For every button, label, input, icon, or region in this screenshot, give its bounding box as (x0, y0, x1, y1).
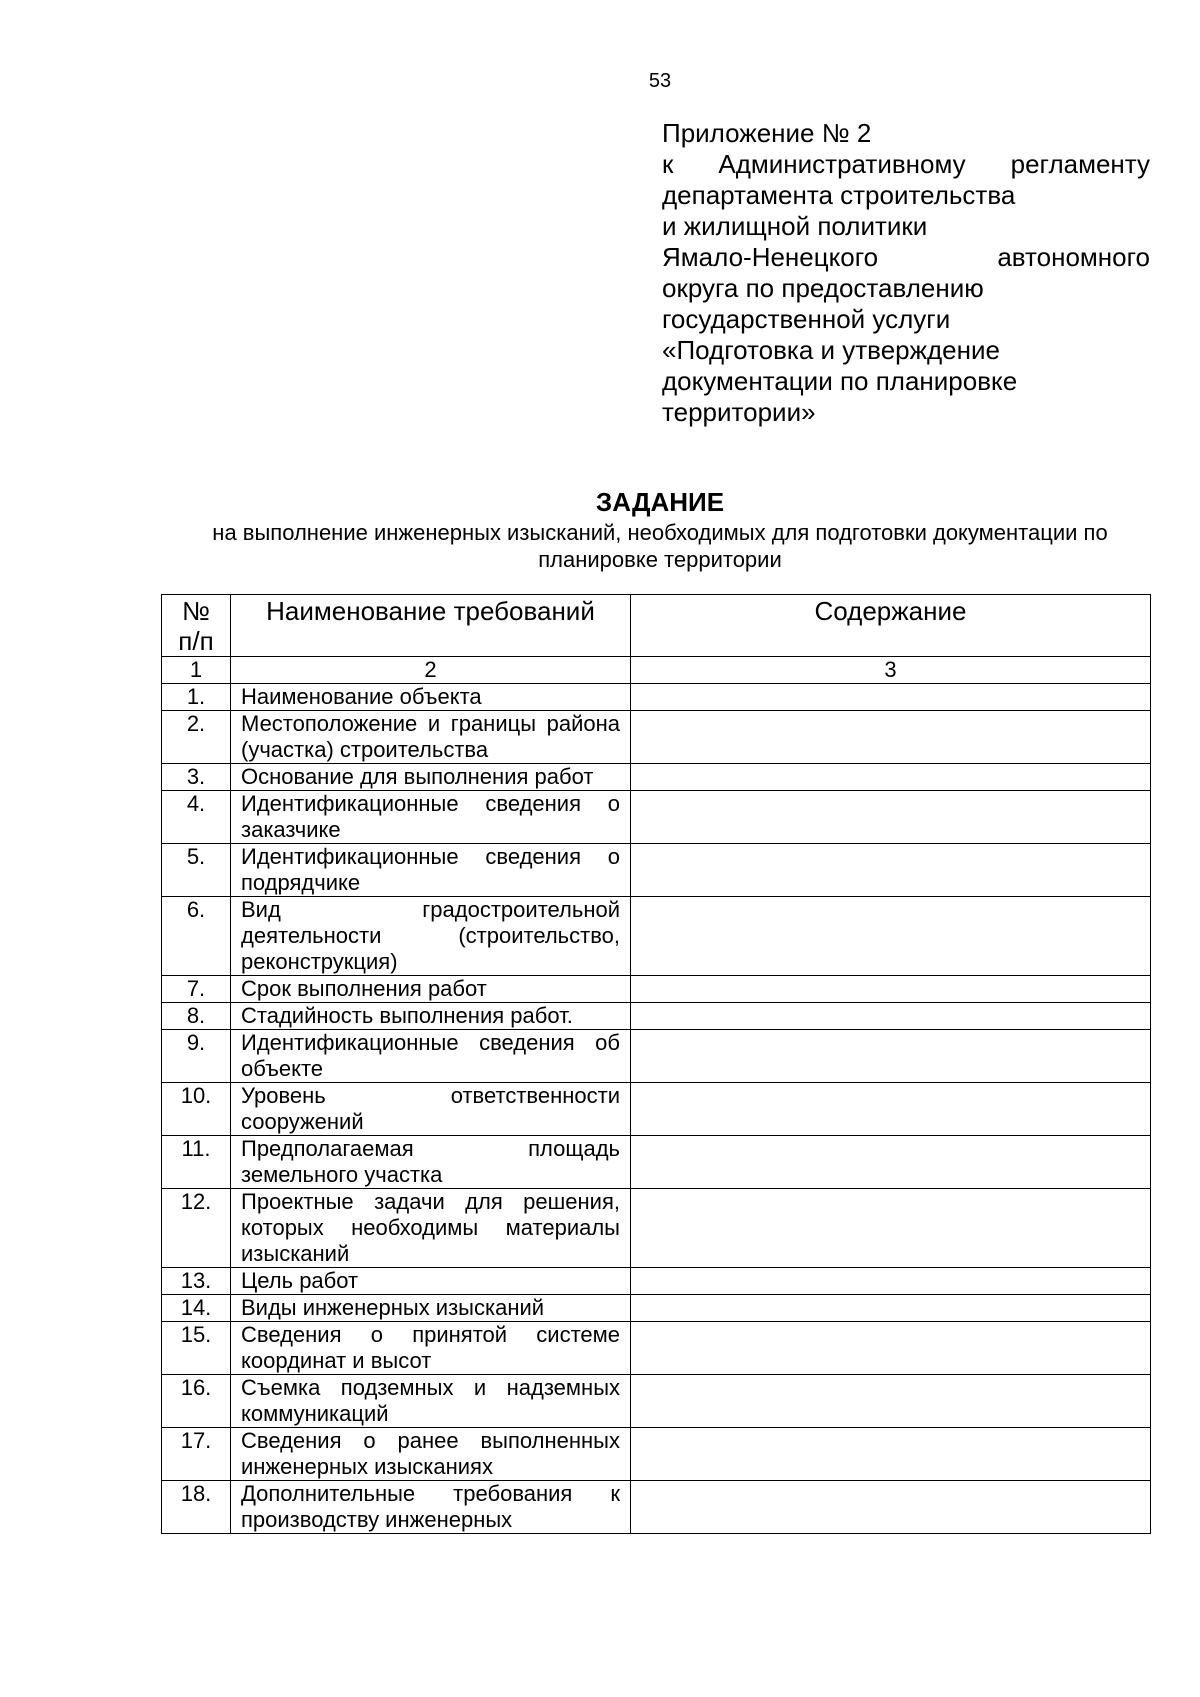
row-number: 2. (162, 711, 231, 764)
requirement-name: Сведения о ранее выполненных инженерных изысканиях (231, 1428, 631, 1481)
row-number: 17. (162, 1428, 231, 1481)
requirement-name: Цель работ (231, 1268, 631, 1295)
requirement-content (631, 976, 1151, 1003)
column-index: 2 (231, 657, 631, 684)
header-number: № п/п (162, 595, 231, 657)
column-index: 1 (162, 657, 231, 684)
requirement-name: Местоположение и границы района (участка) строительства (231, 711, 631, 764)
requirement-content (631, 711, 1151, 764)
requirement-name: Идентификационные сведения о подрядчике (231, 844, 631, 897)
table-row (162, 1136, 1151, 1189)
row-number: 5. (162, 844, 231, 897)
row-number: 15. (162, 1322, 231, 1375)
table-row (162, 976, 1151, 1003)
row-number: 14. (162, 1295, 231, 1322)
requirement-content (631, 1030, 1151, 1083)
requirement-content (631, 1428, 1151, 1481)
table-row (162, 711, 1151, 764)
requirement-content (631, 897, 1151, 976)
table-row (162, 684, 1151, 711)
row-number: 12. (162, 1189, 231, 1268)
requirement-content (631, 1375, 1151, 1428)
requirements-table (161, 594, 1151, 1534)
requirement-content (631, 1295, 1151, 1322)
table-row (162, 764, 1151, 791)
requirement-content (631, 1481, 1151, 1534)
requirement-name: Стадийность выполнения работ. (231, 1003, 631, 1030)
requirement-name: Идентификационные сведения об объекте (231, 1030, 631, 1083)
requirement-name: Вид градостроительной деятельности (строительство, реконструкция) (231, 897, 631, 976)
table-row (162, 897, 1151, 976)
document-title: ЗАДАНИЕ (595, 487, 725, 517)
table-header-row (162, 595, 1151, 657)
table-row (162, 1030, 1151, 1083)
table-row (162, 1083, 1151, 1136)
document-subtitle: на выполнение инженерных изысканий, необходимых для подготовки документации по планировке территории (212, 520, 1108, 572)
requirement-name: Основание для выполнения работ (231, 764, 631, 791)
appendix-line: Ямало-Ненецкого автономного (662, 242, 1150, 272)
row-number: 7. (162, 976, 231, 1003)
appendix-line: департамента строительства (662, 180, 1016, 210)
requirement-content (631, 1268, 1151, 1295)
table-row (162, 1375, 1151, 1428)
table-row (162, 1322, 1151, 1375)
table-row (162, 844, 1151, 897)
row-number: 3. (162, 764, 231, 791)
requirement-content (631, 1136, 1151, 1189)
row-number: 13. (162, 1268, 231, 1295)
appendix-line: документации по планировке (662, 366, 1018, 396)
header-content: Содержание (631, 595, 1151, 657)
table-row (162, 1003, 1151, 1030)
appendix-line: «Подготовка и утверждение (662, 335, 1000, 365)
table-row (162, 1268, 1151, 1295)
appendix-line: округа по предоставлению (662, 273, 984, 303)
header-requirement-name: Наименование требований (231, 595, 631, 657)
requirement-content (631, 844, 1151, 897)
requirement-name: Съемка подземных и надземных коммуникаций (231, 1375, 631, 1428)
table-row (162, 1481, 1151, 1534)
appendix-line: Приложение № 2 (662, 118, 872, 148)
requirement-name: Виды инженерных изысканий (231, 1295, 631, 1322)
document-heading (0, 485, 1200, 573)
row-number: 8. (162, 1003, 231, 1030)
requirement-name: Уровень ответственности сооружений (231, 1083, 631, 1136)
requirement-name: Сведения о принятой системе координат и высот (231, 1322, 631, 1375)
row-number: 18. (162, 1481, 231, 1534)
row-number: 16. (162, 1375, 231, 1428)
table-row (162, 1189, 1151, 1268)
appendix-line: территории» (662, 397, 816, 427)
column-index: 3 (631, 657, 1151, 684)
page-number: 53 (648, 70, 672, 92)
requirement-name: Предполагаемая площадь земельного участка (231, 1136, 631, 1189)
appendix-line: и жилищной политики (662, 211, 928, 241)
requirement-name: Дополнительные требования к производству инженерных (231, 1481, 631, 1534)
row-number: 10. (162, 1083, 231, 1136)
requirement-content (631, 684, 1151, 711)
row-number: 1. (162, 684, 231, 711)
requirement-content (631, 764, 1151, 791)
row-number: 11. (162, 1136, 231, 1189)
table-row (162, 1295, 1151, 1322)
requirement-content (631, 1003, 1151, 1030)
requirement-name: Срок выполнения работ (231, 976, 631, 1003)
row-number: 9. (162, 1030, 231, 1083)
requirement-content (631, 1322, 1151, 1375)
appendix-reference (662, 118, 1150, 428)
column-index-row (162, 657, 1151, 684)
requirement-name: Проектные задачи для решения, которых необходимы материалы изысканий (231, 1189, 631, 1268)
row-number: 6. (162, 897, 231, 976)
table-row (162, 1428, 1151, 1481)
table-row (162, 791, 1151, 844)
row-number: 4. (162, 791, 231, 844)
requirement-name: Наименование объекта (231, 684, 631, 711)
requirement-content (631, 1189, 1151, 1268)
requirement-content (631, 791, 1151, 844)
appendix-line: государственной услуги (662, 304, 951, 334)
appendix-line: к Административному регламенту (662, 149, 1150, 179)
requirement-name: Идентификационные сведения о заказчике (231, 791, 631, 844)
requirement-content (631, 1083, 1151, 1136)
